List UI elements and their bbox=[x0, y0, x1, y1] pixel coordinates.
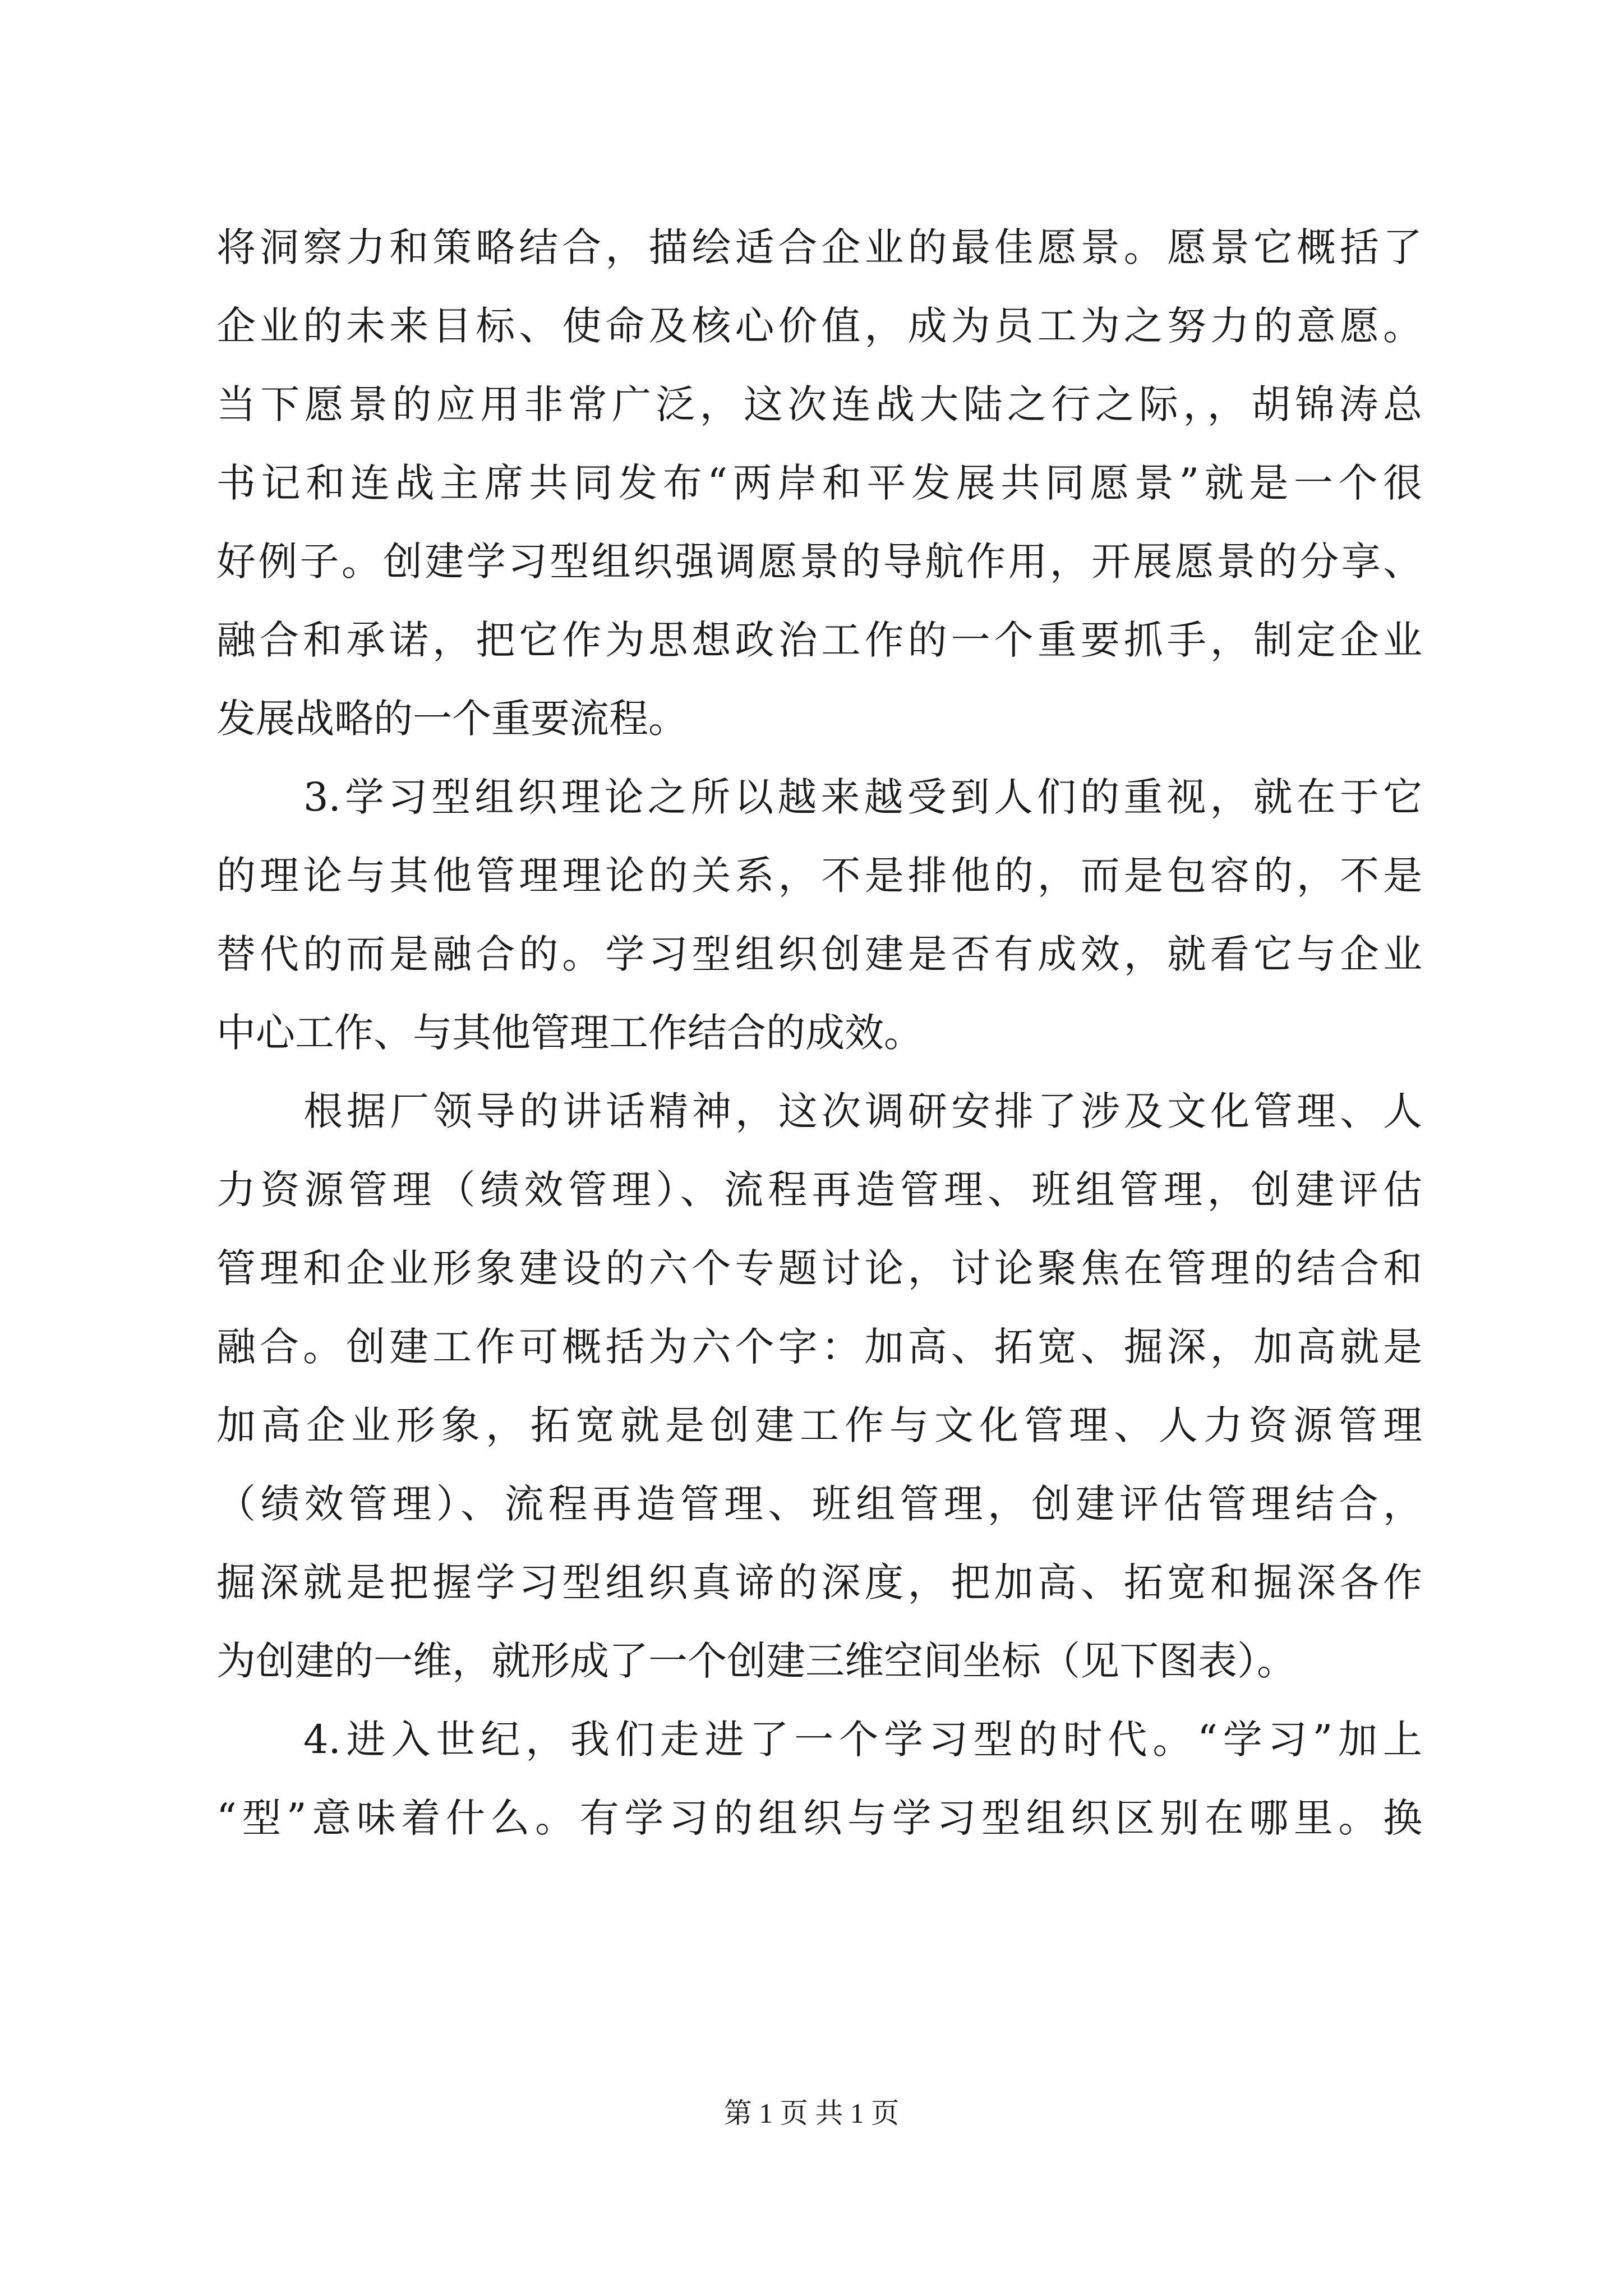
paragraph-1-line-7: 发展战略的一个重要流程。 bbox=[216, 696, 688, 742]
paragraph-3-line-4: 融合。创建工作可概括为六个字：加高、拓宽、掘深，加高就是 bbox=[216, 1324, 1422, 1370]
paragraph-1-line-1: 将洞察力和策略结合，描绘适合企业的最佳愿景。愿景它概括了 bbox=[216, 224, 1422, 270]
paragraph-3-line-6: （绩效管理）、流程再造管理、班组管理，创建评估管理结合， bbox=[216, 1481, 1422, 1527]
paragraph-1-line-6: 融合和承诺，把它作为思想政治工作的一个重要抓手，制定企业 bbox=[216, 617, 1422, 663]
paragraph-1-line-5: 好例子。创建学习型组织强调愿景的导航作用，开展愿景的分享、 bbox=[216, 539, 1422, 585]
paragraph-3-line-2: 力资源管理（绩效管理）、流程再造管理、班组管理，创建评估 bbox=[216, 1167, 1422, 1213]
paragraph-1-line-2: 企业的未来目标、使命及核心价值，成为员工为之努力的意愿。 bbox=[216, 303, 1422, 349]
paragraph-2-line-1: 3.学习型组织理论之所以越来越受到人们的重视，就在于它 bbox=[303, 774, 1422, 820]
paragraph-2-line-4: 中心工作、与其他管理工作结合的成效。 bbox=[216, 1010, 923, 1056]
paragraph-4-line-1: 4.进入世纪，我们走进了一个学习型的时代。“学习”加上 bbox=[303, 1717, 1422, 1763]
paragraph-3-line-8: 为创建的一维，就形成了一个创建三维空间坐标（见下图表）。 bbox=[216, 1638, 1296, 1684]
paragraph-3-line-7: 掘深就是把握学习型组织真谛的深度，把加高、拓宽和掘深各作 bbox=[216, 1559, 1422, 1605]
paragraph-2-line-3: 替代的而是融合的。学习型组织创建是否有成效，就看它与企业 bbox=[216, 931, 1422, 977]
paragraph-1-line-4: 书记和连战主席共同发布“两岸和平发展共同愿景”就是一个很 bbox=[216, 460, 1422, 506]
paragraph-1-line-3: 当下愿景的应用非常广泛，这次连战大陆之行之际，，胡锦涛总 bbox=[216, 381, 1422, 427]
paragraph-2-line-2: 的理论与其他管理理论的关系，不是排他的，而是包容的，不是 bbox=[216, 853, 1422, 899]
paragraph-4-line-2: “型”意味着什么。有学习的组织与学习型组织区别在哪里。换 bbox=[216, 1795, 1422, 1841]
paragraph-3-line-1: 根据厂领导的讲话精神，这次调研安排了涉及文化管理、人 bbox=[303, 1088, 1422, 1134]
paragraph-3-line-3: 管理和企业形象建设的六个专题讨论，讨论聚焦在管理的结合和 bbox=[216, 1245, 1422, 1291]
paragraph-3-line-5: 加高企业形象，拓宽就是创建工作与文化管理、人力资源管理 bbox=[216, 1402, 1422, 1448]
page-footer: 第 1 页 共 1 页 bbox=[723, 2097, 900, 2129]
